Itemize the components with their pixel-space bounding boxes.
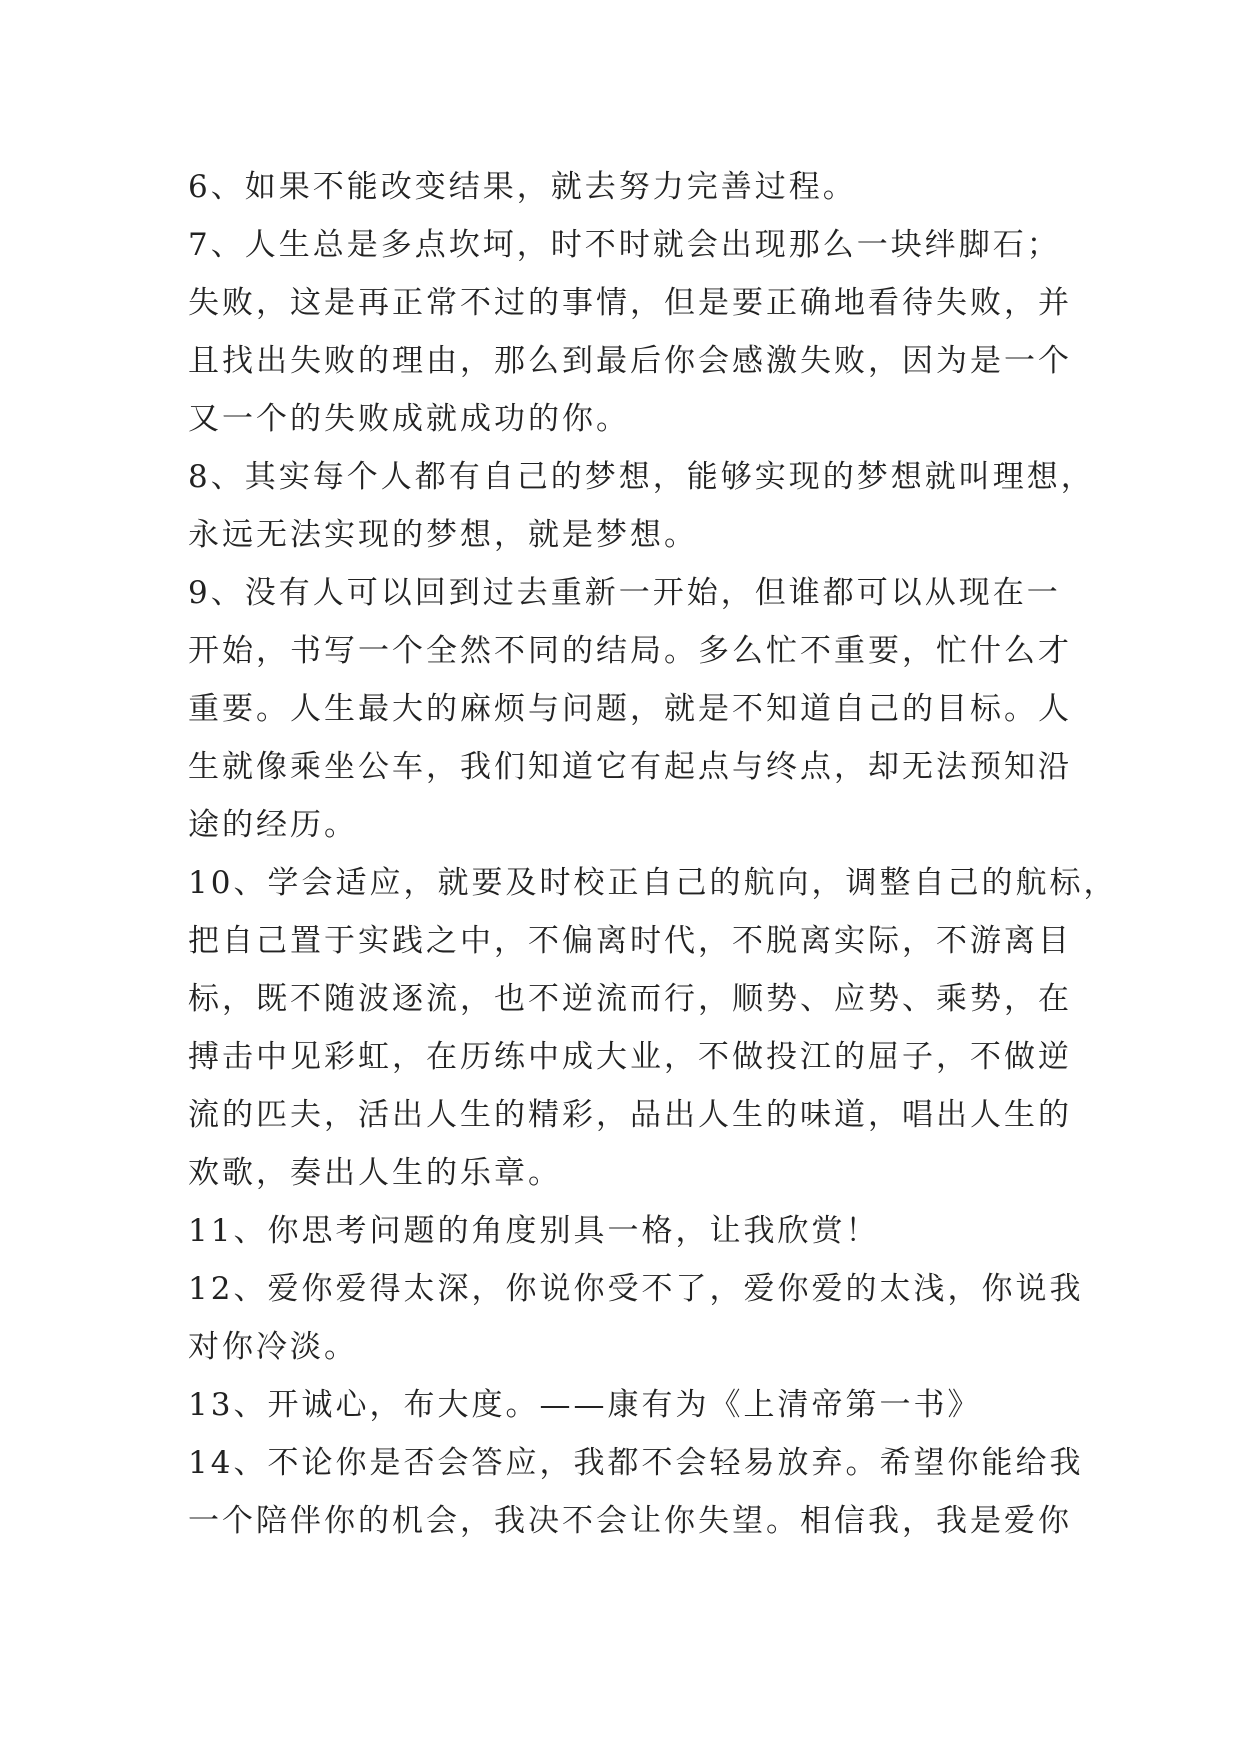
text-line: 6、如果不能改变结果，就去努力完善过程。 (188, 169, 857, 205)
text-line: 11、你思考问题的角度别具一格，让我欣赏！ (188, 1213, 880, 1249)
text-line: 7、人生总是多点坎坷，时不时就会出现那么一块绊脚石； (188, 227, 1061, 263)
text-line: 9、没有人可以回到过去重新一开始，但谁都可以从现在一 (188, 575, 1061, 611)
text-line: 对你冷淡。 (188, 1329, 358, 1365)
text-line: 搏击中见彩虹，在历练中成大业，不做投江的屈子，不做逆 (188, 1039, 1072, 1075)
text-line: 生就像乘坐公车，我们知道它有起点与终点，却无法预知沿 (188, 749, 1072, 785)
text-line: 流的匹夫，活出人生的精彩，品出人生的味道，唱出人生的 (188, 1097, 1072, 1133)
text-line: 把自己置于实践之中，不偏离时代，不脱离实际，不游离目 (188, 923, 1072, 959)
text-line: 一个陪伴你的机会，我决不会让你失望。相信我，我是爱你 (188, 1503, 1072, 1539)
text-line: 途的经历。 (188, 807, 358, 843)
text-line: 永远无法实现的梦想，就是梦想。 (188, 517, 698, 553)
text-line: 欢歌，奏出人生的乐章。 (188, 1155, 562, 1191)
text-line: 14、不论你是否会答应，我都不会轻易放弃。希望你能给我 (188, 1445, 1084, 1481)
text-line: 8、其实每个人都有自己的梦想，能够实现的梦想就叫理想， (188, 459, 1095, 495)
document-body (188, 158, 1118, 1550)
text-line: 失败，这是再正常不过的事情，但是要正确地看待失败，并 (188, 285, 1072, 321)
text-line: 13、开诚心，布大度。——康有为《上清帝第一书》 (188, 1387, 982, 1423)
text-line: 且找出失败的理由，那么到最后你会感激失败，因为是一个 (188, 343, 1072, 379)
text-line: 重要。人生最大的麻烦与问题，就是不知道自己的目标。人 (188, 691, 1072, 727)
text-line: 又一个的失败成就成功的你。 (188, 401, 630, 437)
text-line: 12、爱你爱得太深，你说你受不了，爱你爱的太浅，你说我 (188, 1271, 1084, 1307)
text-line: 开始，书写一个全然不同的结局。多么忙不重要，忙什么才 (188, 633, 1072, 669)
text-line: 标，既不随波逐流，也不逆流而行，顺势、应势、乘势，在 (188, 981, 1072, 1017)
text-line: 10、学会适应，就要及时校正自己的航向，调整自己的航标， (188, 865, 1118, 901)
